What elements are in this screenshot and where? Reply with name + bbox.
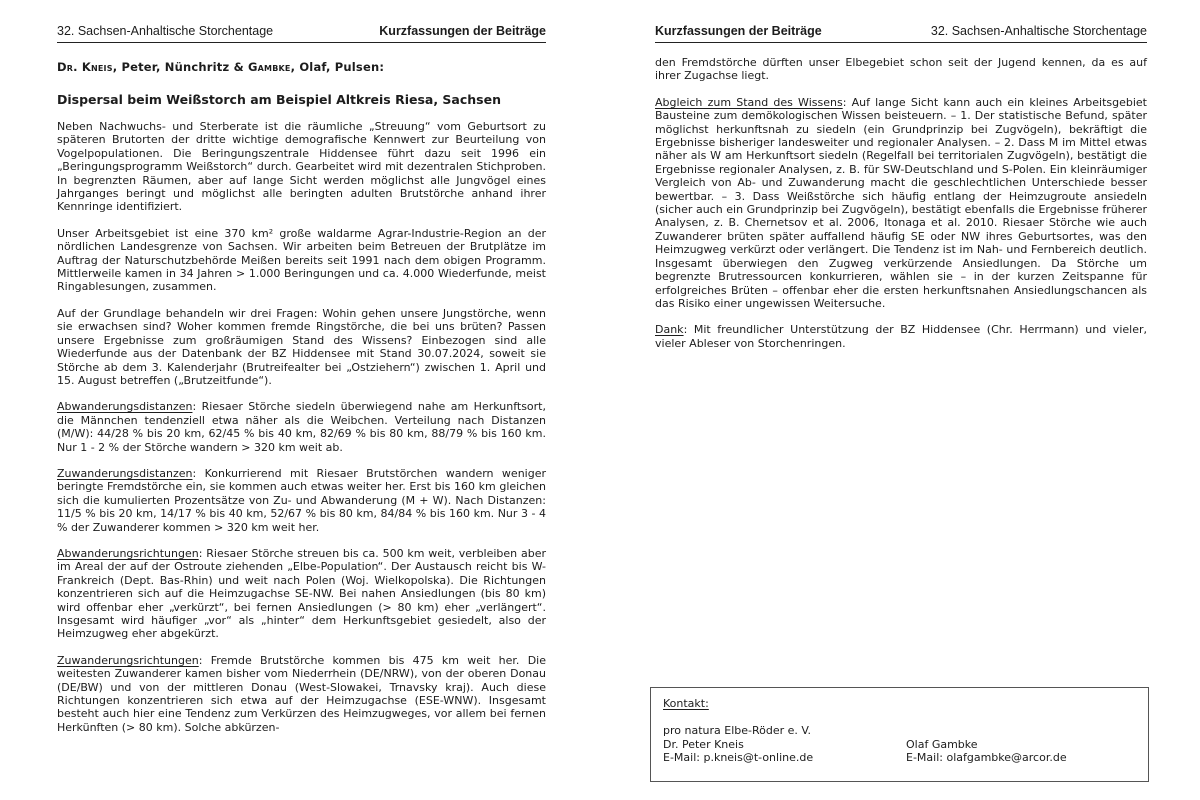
contact-emails-row — [663, 751, 1136, 764]
paragraph — [655, 56, 1147, 83]
page-header-right-text: 32. Sachsen-Anhaltische Storchentage — [930, 24, 1147, 38]
section-lead: Dank — [655, 323, 684, 337]
author-surname: Gambke — [248, 60, 291, 74]
paragraph-text: : Riesaer Störche siedeln überwiegend nahe am Herkunftsort, die Männchen tendenziell etwa näher als die Weibchen. Verteilung nach Distanzen (M/W): 44/28 % bis 20 km, 62/45 % bis 40 km, 82/69 % bis 80 km, 88/79 % bis 160 km. Nur 1 - 2 % der Störche wandern > 320 km weit ab. — [57, 400, 546, 454]
contact-box — [650, 687, 1149, 782]
section-lead: Abwanderungsdistanzen — [57, 400, 193, 414]
left-page-body — [57, 120, 546, 734]
paragraph-text: den Fremdstörche dürften unser Elbegebiet schon seit der Jugend kennen, da es auf ihrer Zugachse liegt. — [655, 56, 1147, 83]
section-lead: Zuwanderungsdistanzen — [57, 466, 193, 480]
right-page — [655, 24, 1147, 776]
paragraph-text: : Mit freundlicher Unterstützung der BZ Hiddensee (Chr. Herrmann) und vieler, vieler Ableser von Storchenringen. — [655, 323, 1147, 350]
organization-name: pro natura Elbe-Röder e. V. — [663, 724, 811, 738]
paragraph-text: : Fremde Brutstörche kommen bis 475 km weit her. Die weitesten Zuwanderer kamen bisher vom Niederrhein (DE/NRW), von der oberen Donau (DE/BW) und von der mittleren Donau (West-Slowakei, Trnavsky kraj). Auch diese Richtungen konzentrieren sich etwa auf der Heimzugachse (ESE-WNW). Insgesamt besteht auch hier eine Tendenz zum Verkürzen des Heimzugweges, vor allem bei fernen Herkünften (> 80 km). Solche abkürzen- — [57, 653, 546, 734]
author-surname: Dr. Kneis — [57, 60, 113, 74]
contact-email: E-Mail: olafgambke@arcor.de — [906, 751, 1067, 765]
right-page-header — [655, 24, 1147, 43]
author-text: , Peter, Nünchritz & — [112, 60, 248, 74]
paragraph — [57, 227, 546, 294]
page-header-left-text: 32. Sachsen-Anhaltische Storchentage — [57, 24, 274, 38]
contact-email: E-Mail: p.kneis@t-online.de — [663, 751, 814, 765]
page-header-left-text: Kurzfassungen der Beiträge — [655, 24, 822, 38]
paragraph-text: : Riesaer Störche streuen bis ca. 500 km weit, verbleiben aber im Areal der auf der Ostroute ziehenden „Elbe-Population“. Der Austausch reicht bis W-Frankreich (Dept. Bas-Rhin) und weit nach Polen (Woj. Wielkopolska). Die Richtungen konzentrieren sich auf die Heimzugachse SE-NW. Bei nahen Ansiedlungen (bis 80 km) wird offenbar eher „verkürzt“, bei fernen Ansiedlungen (> 80 km) eher „verlängert“. Insgesamt wird häufiger „vor“ als „hinter“ dem Herkunftsgebiet gesiedelt, also der Heimzugweg eher abgekürzt. — [57, 546, 546, 641]
paragraph-text: Auf der Grundlage behandeln wir drei Fragen: Wohin gehen unsere Jungstörche, wenn sie erwachsen sind? Woher kommen fremde Ringstörche, die bei uns brüten? Passen unsere Ergebnisse zum großräumigen Stand des Wissens? Einbezogen sind alle Wiederfunde aus der Datenbank der BZ Hiddensee mit Stand 30.07.2024, soweit sie Störche ab dem 3. Kalenderjahr (Brutreifealter bei „Ostziehern“) zwischen 1. April und 15. August betreffen („Brutzeitfunde“). — [57, 306, 546, 387]
paragraph — [57, 654, 546, 734]
paragraph-text: : Konkurrierend mit Riesaer Brutstörchen wandern weniger beringte Fremdstörche ein, sie kommen auch etwas weiter her. Erst bis 160 km gleichen sich die kumulierten Prozentsätze von Zu- und Abwanderung (M + W). Nach Distanzen: 11/5 % bis 20 km, 14/17 % bis 40 km, 52/67 % bis 80 km, 84/84 % bis 160 km. Nur 3 - 4 % der Zuwanderer kommen > 320 km weit her. — [57, 466, 546, 534]
contact-heading: Kontakt: — [663, 697, 709, 710]
page-header-right-text: Kurzfassungen der Beiträge — [379, 24, 546, 38]
section-lead: Abwanderungsrichtungen — [57, 546, 199, 560]
paragraph — [57, 547, 546, 641]
author-text: , Olaf, Pulsen: — [290, 60, 385, 74]
contact-names-row — [663, 738, 1136, 751]
left-page — [57, 24, 546, 734]
contact-name: Olaf Gambke — [906, 737, 978, 751]
paragraph — [57, 400, 546, 454]
article-title: Dispersal beim Weißstorch am Beispiel Altkreis Riesa, Sachsen — [57, 92, 501, 107]
paragraph-text: Unser Arbeitsgebiet ist eine 370 km² große waldarme Agrar-Industrie-Region an der nördlichen Landesgrenze von Sachsen. Wir arbeiten beim Betreuen der Brutplätze im Auftrag der Naturschutzbehörde Meißen bereits seit 1991 nach dem obigen Programm. Mittlerweile kamen in 34 Jahren > 1.000 Beringungen und ca. 4.000 Wiederfunde, meist Ringablesungen, zusammen. — [57, 226, 546, 294]
right-page-body — [655, 56, 1147, 350]
paragraph — [655, 96, 1147, 311]
paragraph — [57, 307, 546, 387]
left-page-header — [57, 24, 546, 43]
paragraph-text: : Auf lange Sicht kann auch ein kleines Arbeitsgebiet Bausteine zum demökologischen Wissen beisteuern. – 1. Der statistische Befund, später möglichst herkunftsnah zu siedeln (ein Grundprinzip bei Zugvögeln), bekräftigt die Ergebnisse bisheriger landesweiter und regionaler Analysen. – 2. Dass M im Mittel etwas näher als W am Herkunftsort siedeln (Regelfall bei territorialen Zugvögeln), bestätigt die Ergebnisse regionaler Analysen, z. B. für SW-Deutschland und S-Polen. Ein kleinräumiger Vergleich von Ab- und Zuwanderung macht die geschlechtlichen Unterschiede besser bewertbar. – 3. Dass Weißstörche sich häufig entlang der Heimzugroute ansiedeln (sicher auch ein Grundprinzip bei Zugvögeln), bestätigt ebenfalls die Ergebnisse früherer Analysen, z. B. Chernetsov et al. 2006, Itonaga et al. 2010. Riesaer Störche wie auch Zuwanderer brüten später auffallend häufig SE oder NW ihres Geburtsortes, was den Heimzugweg verkürzt oder verlängert. Die Tendenz ist im Nah- und Fernbereich deutlich. Insgesamt überwiegen den Zugweg verkürzende Ansiedlungen. Da Störche um begrenzte Brutressourcen konkurrieren, wählen sie – in der kurzen Zeitspanne für erfolgreiches Brüten – offenbar eher die ersten herkunftsnahen Ansiedlungschancen als das Risiko einer ungewissen Weitersuche. — [655, 95, 1147, 310]
section-lead: Zuwanderungsrichtungen — [57, 653, 199, 667]
paragraph — [57, 120, 546, 214]
paragraph — [57, 467, 546, 534]
paragraph — [655, 323, 1147, 350]
contact-name: Dr. Peter Kneis — [663, 737, 744, 751]
author-line — [57, 60, 546, 74]
section-lead: Abgleich zum Stand des Wissens — [655, 95, 843, 109]
paragraph-text: Neben Nachwuchs- und Sterberate ist die räumliche „Streuung“ vom Geburtsort zu späteren Brutorten der dritte wichtige demografische Kennwert zur Beurteilung von Vogelpopulationen. Die Beringungszentrale Hiddensee führt dazu seit 1996 ein „Beringungsprogramm Weißstorch“ durch. Gearbeitet wird mit dezentralen Stichproben. In begrenzten Räumen, aber auf lange Sicht werden möglichst alle Jungvögel eines Jahrganges beringt und möglichst alle beringten adulten Brutstörche anhand ihrer Kennringe identifiziert. — [57, 120, 546, 214]
